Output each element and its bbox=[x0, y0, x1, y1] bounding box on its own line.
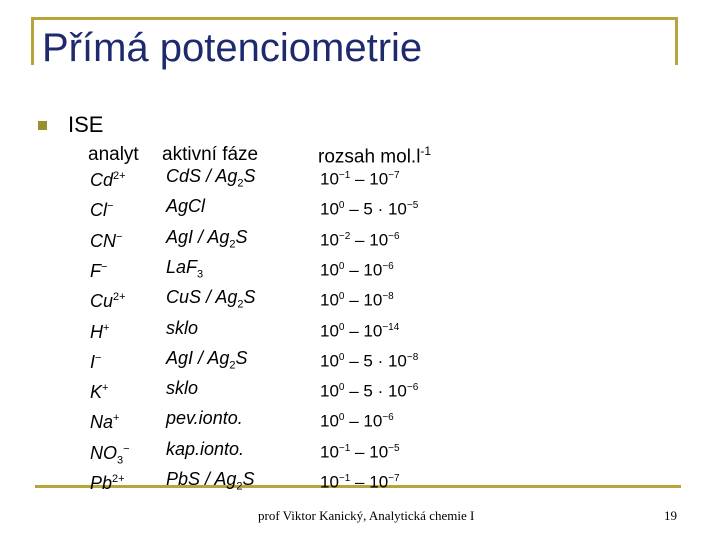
row-phase bbox=[166, 166, 256, 194]
range-from: 10 bbox=[320, 321, 339, 341]
range-from: 10 bbox=[320, 411, 339, 431]
analyte-charge: 2+ bbox=[113, 170, 126, 182]
header-range-text: rozsah mol.l bbox=[318, 146, 421, 168]
analyte-symbol: Cu bbox=[90, 291, 114, 311]
row-analyte bbox=[90, 196, 113, 220]
range-from: 10 bbox=[320, 472, 339, 492]
range-dash-icon: – bbox=[350, 230, 370, 250]
range-to: 10 bbox=[363, 411, 383, 431]
header-range bbox=[318, 144, 431, 168]
row-analyte bbox=[90, 378, 108, 402]
analyte-symbol: K bbox=[90, 382, 103, 402]
range-from: 10 bbox=[320, 199, 339, 219]
range-dash-icon: – bbox=[344, 351, 364, 371]
range-to: 5 · 10 bbox=[363, 351, 407, 371]
range-from: 10 bbox=[320, 260, 339, 280]
range-from-exponent: 0 bbox=[338, 200, 345, 211]
phase-text: CdS / Ag bbox=[166, 166, 238, 186]
row-analyte bbox=[90, 408, 119, 432]
phase-subscript: 2 bbox=[229, 359, 236, 372]
range-to-exponent: −7 bbox=[388, 473, 400, 484]
range-dash-icon: – bbox=[344, 411, 364, 431]
phase-text: AgI / Ag bbox=[166, 348, 230, 368]
analyte-charge: − bbox=[95, 352, 102, 364]
analyte-symbol: F bbox=[90, 261, 101, 281]
bullet-square-icon bbox=[38, 121, 47, 130]
analyte-charge: 2+ bbox=[112, 473, 125, 485]
row-phase bbox=[166, 318, 198, 338]
header-analyte: analyt bbox=[88, 144, 139, 165]
phase-tail: S bbox=[235, 348, 248, 368]
range-dash-icon: – bbox=[344, 260, 364, 280]
range-from-exponent: 0 bbox=[338, 412, 345, 423]
row-phase bbox=[166, 287, 256, 315]
analyte-subscript: 3 bbox=[117, 454, 124, 467]
phase-text: AgCl bbox=[166, 196, 206, 216]
row-range bbox=[320, 378, 418, 402]
row-range bbox=[320, 408, 394, 432]
range-from-exponent: 0 bbox=[338, 322, 345, 333]
range-to-exponent: −8 bbox=[382, 291, 394, 302]
range-from-exponent: −1 bbox=[338, 443, 351, 454]
range-to-exponent: −8 bbox=[406, 352, 419, 363]
row-range bbox=[320, 287, 394, 311]
range-dash-icon: – bbox=[344, 321, 364, 341]
analyte-charge: 2+ bbox=[113, 291, 126, 303]
phase-subscript: 2 bbox=[229, 238, 236, 251]
row-phase bbox=[166, 227, 248, 255]
analyte-charge: + bbox=[102, 382, 109, 394]
page-number: 19 bbox=[664, 508, 677, 523]
footer-text: prof Viktor Kanický, Analytická chemie I bbox=[258, 508, 475, 523]
phase-text: CuS / Ag bbox=[166, 287, 238, 307]
range-to: 10 bbox=[369, 442, 389, 462]
range-to: 10 bbox=[363, 260, 383, 280]
header-range-exponent: -1 bbox=[420, 144, 432, 158]
phase-subscript: 2 bbox=[237, 298, 244, 311]
analyte-charge: − bbox=[116, 231, 123, 243]
range-dash-icon: – bbox=[350, 472, 370, 492]
phase-text: AgI / Ag bbox=[166, 227, 230, 247]
row-analyte bbox=[90, 287, 126, 311]
range-to: 5 · 10 bbox=[363, 199, 407, 219]
row-range bbox=[320, 166, 400, 190]
range-from-exponent: 0 bbox=[338, 352, 345, 363]
frame-left-rule bbox=[31, 17, 34, 65]
row-range bbox=[320, 227, 400, 251]
phase-subscript: 2 bbox=[237, 177, 244, 190]
phase-text: sklo bbox=[166, 318, 199, 338]
range-from: 10 bbox=[320, 169, 339, 189]
range-to-exponent: −6 bbox=[388, 231, 400, 242]
range-to-exponent: −6 bbox=[382, 261, 394, 272]
phase-text: PbS / Ag bbox=[166, 469, 237, 489]
phase-subscript: 2 bbox=[236, 480, 243, 493]
range-dash-icon: – bbox=[344, 290, 364, 310]
analyte-charge: − bbox=[123, 443, 130, 455]
analyte-symbol: Na bbox=[90, 412, 114, 432]
row-analyte bbox=[90, 227, 122, 251]
row-analyte bbox=[90, 166, 126, 190]
row-phase bbox=[166, 439, 244, 459]
range-to-exponent: −14 bbox=[382, 322, 400, 333]
row-analyte bbox=[90, 439, 130, 471]
analyte-symbol: H bbox=[90, 322, 103, 342]
range-from-exponent: −1 bbox=[338, 170, 351, 181]
phase-tail: S bbox=[235, 227, 248, 247]
phase-text: sklo bbox=[166, 378, 199, 398]
row-phase bbox=[166, 408, 243, 428]
range-to: 10 bbox=[363, 321, 383, 341]
phase-text: pev.ionto. bbox=[166, 408, 243, 428]
frame-right-rule bbox=[675, 17, 678, 65]
range-dash-icon: – bbox=[350, 169, 370, 189]
analyte-charge: + bbox=[103, 322, 110, 334]
analyte-charge: − bbox=[107, 200, 114, 212]
phase-subscript: 3 bbox=[197, 268, 204, 281]
range-from-exponent: 0 bbox=[338, 261, 345, 272]
range-from-exponent: 0 bbox=[338, 291, 345, 302]
analyte-charge: + bbox=[113, 412, 120, 424]
range-from: 10 bbox=[320, 230, 339, 250]
analyte-symbol: CN bbox=[90, 231, 116, 251]
range-dash-icon: – bbox=[350, 442, 370, 462]
range-to-exponent: −6 bbox=[406, 382, 419, 393]
analyte-symbol: NO bbox=[90, 443, 117, 463]
header-phase: aktivní fáze bbox=[162, 144, 259, 165]
range-to: 10 bbox=[363, 290, 383, 310]
row-range bbox=[320, 257, 394, 281]
analyte-charge: − bbox=[101, 261, 108, 273]
phase-text: kap.ionto. bbox=[166, 439, 245, 459]
row-range bbox=[320, 348, 418, 372]
bullet-text: ISE bbox=[68, 112, 104, 137]
row-phase bbox=[166, 196, 205, 216]
range-to: 10 bbox=[369, 472, 389, 492]
range-from: 10 bbox=[320, 381, 339, 401]
row-phase bbox=[166, 257, 203, 285]
range-to-exponent: −6 bbox=[382, 412, 394, 423]
range-from-exponent: 0 bbox=[338, 382, 345, 393]
range-from-exponent: −1 bbox=[338, 473, 351, 484]
range-to: 10 bbox=[369, 230, 389, 250]
range-from: 10 bbox=[320, 290, 339, 310]
analyte-symbol: I bbox=[90, 352, 96, 372]
analyte-symbol: Cl bbox=[90, 200, 107, 220]
row-analyte bbox=[90, 469, 125, 493]
range-dash-icon: – bbox=[344, 381, 364, 401]
row-range bbox=[320, 469, 400, 493]
phase-tail: S bbox=[242, 469, 255, 489]
row-phase bbox=[166, 348, 248, 376]
range-from: 10 bbox=[320, 351, 339, 371]
range-to-exponent: −5 bbox=[406, 200, 419, 211]
range-from-exponent: −2 bbox=[338, 231, 351, 242]
row-range bbox=[320, 439, 400, 463]
row-phase bbox=[166, 378, 198, 398]
range-to-exponent: −5 bbox=[388, 443, 400, 454]
range-to: 10 bbox=[369, 169, 389, 189]
range-dash-icon: – bbox=[344, 199, 364, 219]
frame-top-rule bbox=[31, 17, 678, 20]
analyte-symbol: Pb bbox=[90, 473, 113, 493]
slide-title: Přímá potenciometrie bbox=[42, 26, 423, 70]
phase-tail: S bbox=[243, 287, 256, 307]
row-phase bbox=[166, 469, 255, 497]
row-analyte bbox=[90, 348, 101, 372]
row-analyte bbox=[90, 257, 107, 281]
range-to-exponent: −7 bbox=[388, 170, 400, 181]
phase-tail: S bbox=[243, 166, 256, 186]
row-range bbox=[320, 318, 399, 342]
range-from: 10 bbox=[320, 442, 339, 462]
phase-text: LaF bbox=[166, 257, 198, 277]
row-range bbox=[320, 196, 418, 220]
analyte-symbol: Cd bbox=[90, 170, 114, 190]
range-to: 5 · 10 bbox=[363, 381, 407, 401]
row-analyte bbox=[90, 318, 109, 342]
